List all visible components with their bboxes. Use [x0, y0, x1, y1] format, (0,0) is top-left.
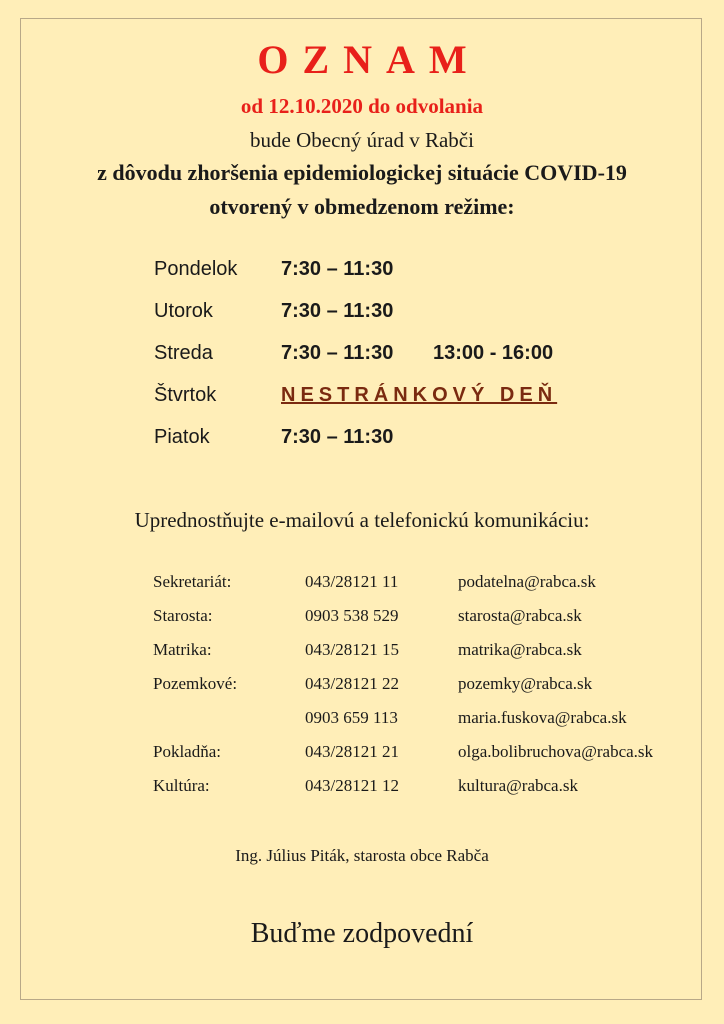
- contact-email: olga.bolibruchova@rabca.sk: [458, 742, 654, 761]
- contact-phone: 043/28121 21: [305, 742, 399, 761]
- day-label: Streda: [154, 342, 213, 364]
- signature: Ing. Július Piták, starosta obce Rabča: [235, 846, 489, 865]
- time-morning: 7:30 – 11:30: [281, 258, 394, 280]
- contact-dept: Starosta:: [153, 606, 213, 625]
- day-label: Štvrtok: [154, 384, 217, 406]
- contact-email: maria.fuskova@rabca.sk: [458, 708, 627, 727]
- day-label: Piatok: [154, 426, 210, 448]
- contact-email: pozemky@rabca.sk: [458, 674, 593, 693]
- contact-phone: 0903 659 113: [305, 708, 398, 727]
- contact-preference: Uprednostňujte e-mailovú a telefonickú komunikáciu:: [134, 508, 590, 532]
- time-morning: 7:30 – 11:30: [281, 300, 394, 322]
- contact-dept: Pozemkové:: [153, 674, 238, 693]
- contact-phone: 043/28121 11: [305, 572, 399, 591]
- time-morning: 7:30 – 11:30: [281, 426, 394, 448]
- time-morning: 7:30 – 11:30: [281, 342, 394, 364]
- contact-email: kultura@rabca.sk: [458, 776, 578, 795]
- contact-phone: 0903 538 529: [305, 606, 399, 625]
- day-label: Utorok: [154, 300, 213, 322]
- contact-dept: Sekretariát:: [153, 572, 232, 591]
- contact-dept: Kultúra:: [153, 776, 210, 795]
- contact-email: podatelna@rabca.sk: [458, 572, 596, 591]
- contact-phone: 043/28121 22: [305, 674, 399, 693]
- closed-day-label: NESTRÁNKOVÝ DEŇ: [281, 384, 558, 406]
- office-line: bude Obecný úrad v Rabči: [250, 128, 474, 152]
- date-range: od 12.10.2020 do odvolania: [240, 94, 484, 118]
- motto: Buďme zodpovední: [250, 918, 474, 949]
- contact-dept: Pokladňa:: [153, 742, 221, 761]
- notice-title: OZNAM: [257, 37, 481, 82]
- contact-email: starosta@rabca.sk: [458, 606, 582, 625]
- time-afternoon: 13:00 - 16:00: [433, 342, 554, 364]
- contact-phone: 043/28121 12: [305, 776, 399, 795]
- day-label: Pondelok: [154, 258, 238, 280]
- contact-phone: 043/28121 15: [305, 640, 399, 659]
- reason-line: z dôvodu zhoršenia epidemiologickej situácie COVID-19: [97, 160, 627, 185]
- contact-dept: Matrika:: [153, 640, 212, 659]
- mode-line: otvorený v obmedzenom režime:: [209, 194, 515, 219]
- contact-email: matrika@rabca.sk: [458, 640, 582, 659]
